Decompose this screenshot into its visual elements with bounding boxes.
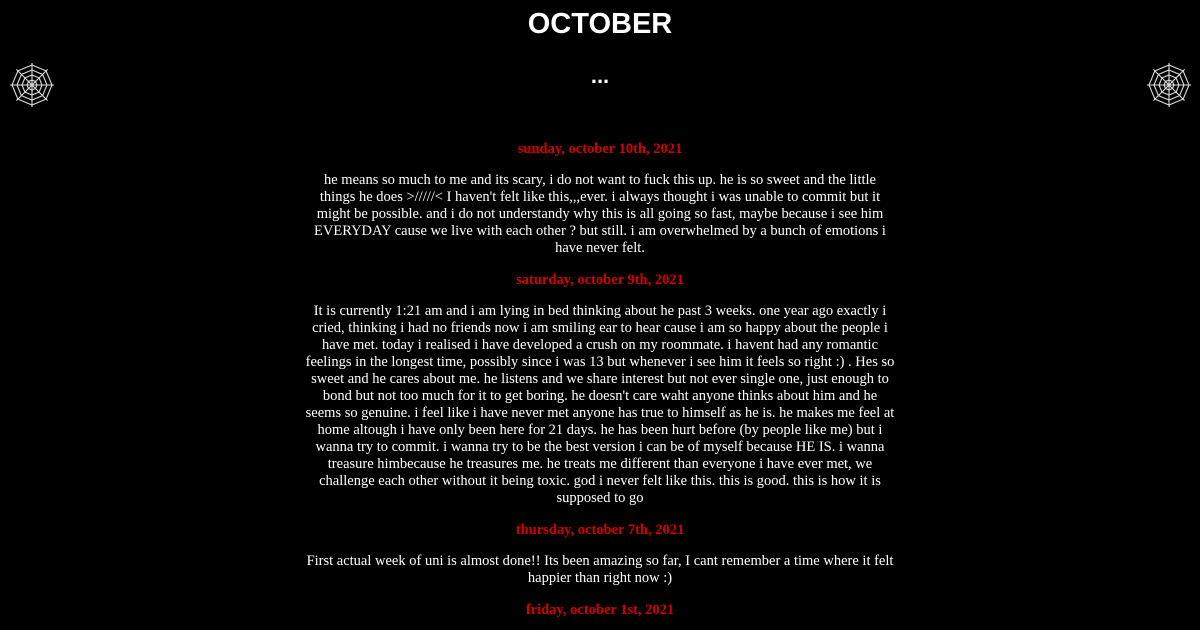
diary-entry — [305, 520, 895, 587]
spiderweb-icon — [1145, 61, 1193, 109]
entry-text: It is currently 1:21 am and i am lying in bed thinking about he past 3 weeks. one year ago exactly i cried, thinking i had no friends now i am smiling ear to hear cause i am so happy about the people i have met. today i realised i have developed a crush on my roommate. i havent had any romantic feelings in the longest time, possibly since i was 13 but whenever i see him it feels so right :) . Hes so sweet and he cares about me. he listens and we share interest but not ever single one, just enough to bond but not too much for it to get boring. he doesn't care waht anyone thinks about him and he seems so genuine. i feel like i have never met anyone has true to himself as he is. he makes me feel at home altough i have only been here for 21 days. he has been hurt before (by people like me) but i wanna try to commit. i wanna try to be the best version i can be of myself because HE IS. i wanna treasure himbecause he treasures me. he treats me different than everyone i have ever met, we challenge each other without it being toxic. god i never felt like this. this is good. this is how it is supposed to go — [305, 303, 895, 506]
diary-entry — [305, 600, 895, 620]
diary-entry — [305, 139, 895, 257]
diary-entries — [305, 139, 895, 620]
entry-date: saturday, october 9th, 2021 — [516, 272, 684, 288]
spiderweb-icon — [8, 61, 56, 109]
entry-text: he means so much to me and its scary, i do not want to fuck this up. he is so sweet and the little things he does >/////< I haven't felt like this,,,ever. i always thought i was unable to commit but it might be possible. and i do not understandy why this is all going so fast, maybe because i see him EVERYDAY cause we live with each other ? but still. i am overwhelmed by a bunch of emotions i have never felt. — [314, 172, 886, 256]
entry-date: thursday, october 7th, 2021 — [515, 522, 685, 538]
entry-date: friday, october 1st, 2021 — [525, 602, 675, 618]
page-subtitle: ... — [590, 63, 610, 88]
diary-entry — [305, 270, 895, 507]
entry-text: First actual week of uni is almost done!! Its been amazing so far, I cant remember a time where it felt happier than right now :) — [306, 553, 894, 586]
entry-date: sunday, october 10th, 2021 — [517, 141, 683, 157]
page-title: OCTOBER — [527, 8, 673, 40]
